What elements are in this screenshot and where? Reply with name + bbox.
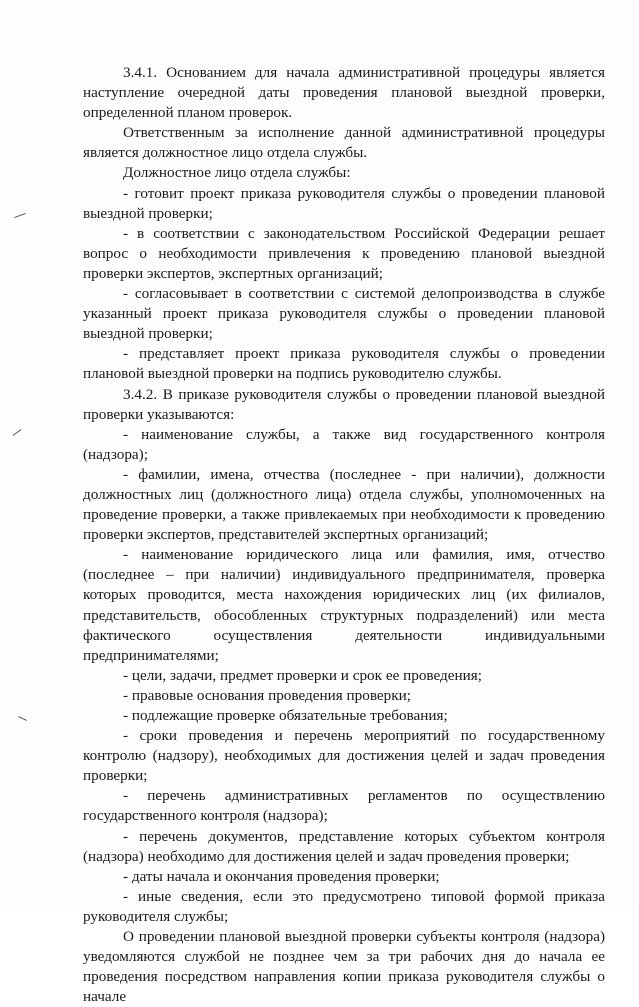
paragraph: - сроки проведения и перечень мероприятий по государственному контролю (надзору), необходимых для достижения целей и задач проведения проверки; bbox=[83, 727, 605, 785]
margin-mark bbox=[14, 213, 26, 218]
paragraph: - в соответствии с законодательством Российской Федерации решает вопрос о необходимости привлечения к проведению плановой выездной проверки экспертов, экспертных организаций; bbox=[83, 224, 605, 282]
paragraph: О проведении плановой выездной проверки субъекты контроля (надзора) уведомляются службой не позднее чем за три рабочих дня до начала ее проведения посредством направления копии приказа руководителя службы о начале bbox=[83, 928, 605, 1006]
margin-mark bbox=[18, 716, 27, 721]
paragraph: - готовит проект приказа руководителя службы о проведении плановой выездной проверки; bbox=[83, 184, 605, 222]
paragraph: - согласовывает в соответствии с системой делопроизводства в службе указанный проект приказа руководителя службы о проведении плановой выездной проверки; bbox=[83, 285, 605, 343]
paragraph: - наименование юридического лица или фамилия, имя, отчество (последнее – при наличии) индивидуального предпринимателя, проверка которых проводится, места нахождения юридических лиц (их филиалов, представительств, обособленных структурных подразделений) или места фактического осуществления деятельности индивидуальными предпринимателями; bbox=[83, 546, 605, 664]
paragraph: 3.4.1. Основанием для начала административной процедуры является наступление очередной даты проведения плановой выездной проверки, определенной планом проверок. bbox=[83, 64, 605, 122]
paragraph: - наименование службы, а также вид государственного контроля (надзора); bbox=[83, 425, 605, 463]
paragraph: - представляет проект приказа руководителя службы о проведении плановой выездной проверки на подпись руководителю службы. bbox=[83, 345, 605, 383]
paragraph: - фамилии, имена, отчества (последнее - при наличии), должности должностных лиц (должностного лица) отдела службы, уполномоченных на проведение проверки, а также привлекаемых при необходимости к проведению проверки экспертов, представителей экспертных организаций; bbox=[83, 465, 605, 544]
paragraph: - подлежащие проверке обязательные требования; bbox=[123, 707, 448, 724]
paragraph: - иные сведения, если это предусмотрено типовой формой приказа руководителя службы; bbox=[83, 887, 605, 925]
paragraph: Ответственным за исполнение данной административной процедуры является должностное лицо отдела службы. bbox=[83, 124, 605, 162]
paragraph: 3.4.2. В приказе руководителя службы о проведении плановой выездной проверки указываются: bbox=[83, 385, 605, 423]
paragraph: - цели, задачи, предмет проверки и срок ее проведения; bbox=[123, 666, 482, 684]
paragraph: - правовые основания проведения проверки; bbox=[123, 686, 411, 704]
paragraph: - перечень административных регламентов по осуществлению государственного контроля (надзора); bbox=[83, 787, 605, 825]
paragraph: Должностное лицо отдела службы: bbox=[123, 164, 351, 182]
document-body bbox=[83, 63, 605, 1007]
paragraph: - даты начала и окончания проведения проверки; bbox=[123, 867, 440, 885]
margin-mark bbox=[13, 429, 22, 436]
paragraph: - перечень документов, представление которых субъектом контроля (надзора) необходимо для достижения целей и задач проведения проверки; bbox=[83, 827, 605, 865]
